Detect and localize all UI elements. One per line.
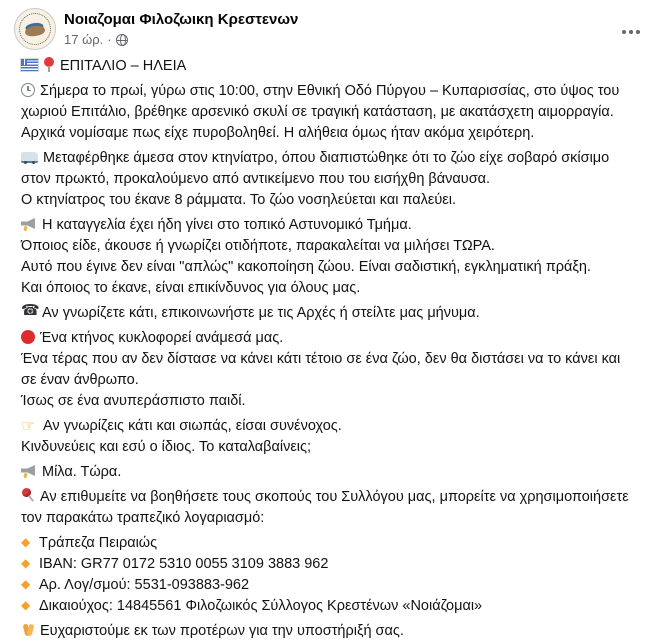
globe-icon [116,34,128,46]
post-text: τον παρακάτω τραπεζικό λογαριασμό: [21,510,265,526]
red-circle-icon [21,330,35,344]
clock-icon [21,83,35,97]
post-text-line [21,391,639,412]
page-name-link[interactable]: Νοιαζομαι Φιλοζωικη Κρεστενων [64,11,299,28]
post-text: Αν επιθυμείτε να βοηθήσετε τους σκοπούς του Συλλόγου μας, μπορείτε να χρησιμοποιήσετε [40,489,629,505]
post-text-line [21,215,639,236]
post-text-line [21,575,639,596]
post-text-line [21,102,639,123]
post-header [0,0,660,50]
post-meta [64,32,298,48]
post-text-line [21,437,639,458]
post-text: Ευχαριστούμε εκ των προτέρων για την υποστήριξή σας. [40,623,404,639]
post-text: Κινδυνεύεις και εσύ ο ίδιος. Το καταλαβαίνεις; [21,439,312,455]
pointing-hand-icon [21,418,38,433]
post-text-line [21,236,639,257]
post-text: Ένα κτήνος κυκλοφορεί ανάμεσά μας. [40,330,284,346]
post-text: Δικαιούχος: 14845561 Φιλοζωικός Σύλλογος Κρεστένων «Νοιάζομαι» [39,598,483,614]
post-text: Αν γνωρίζεις κάτι και σιωπάς, είσαι συνένοχος. [43,418,342,434]
diamond-icon [21,535,34,548]
post-text: Και όποιος το έκανε, είναι επικίνδυνος για όλους μας. [21,280,361,296]
post-text: Η καταγγελία έχει ήδη γίνει στο τοπικό Αστυνομικό Τμήμα. [42,217,412,233]
post-text-line [21,148,639,169]
post-paragraph [21,487,639,529]
post-text: Μεταφέρθηκε άμεσα στον κτηνίατρο, όπου διαπιστώθηκε ότι το ζώο είχε σοβαρό σκίσιμο [43,150,610,166]
post-text: Ένα τέρας που αν δεν δίστασε να κάνει κάτι τέτοιο σε ένα ζώο, δεν θα διστάσει να το κάνει και [21,351,621,367]
post-timestamp[interactable]: 17 ώρ. [64,32,104,47]
post-text: Όποιος είδε, άκουσε ή γνωρίζει οτιδήποτε, παρακαλείται να μιλήσει ΤΩΡΑ. [21,238,495,254]
post-text: IBAN: GR77 0172 5310 0055 3109 3883 962 [39,556,329,572]
post-text: Σήμερα το πρωί, γύρω στις 10:00, στην Εθνική Οδό Πύργου – Κυπαρισσίας, στο ύψος του [40,83,620,99]
meta-separator: · [107,32,112,47]
post-text-line [21,462,639,483]
telephone-icon [21,304,37,320]
post-text-line [21,554,639,575]
post-text: Αρ. Λογ/σμού: 5531-093883-962 [39,577,250,593]
post-text-line [21,596,639,617]
page-avatar[interactable] [14,8,56,50]
pushpin-icon [21,488,35,503]
post-text: στον πρωκτό, προκαλούμενο από αντικείμενο που του εισήχθη βάναυσα. [21,171,491,187]
post-text-line [21,370,639,391]
post-paragraph [21,148,639,211]
diamond-icon [21,556,34,569]
post-paragraph [21,56,639,77]
post-text: σε έναν άνθρωπο. [21,372,139,388]
post-text: Αν γνωρίζετε κάτι, επικοινωνήστε με τις Αρχές ή στείλτε μας μήνυμα. [42,305,480,321]
post-text-line [21,621,639,642]
post-text: χωριού Επιτάλιο, βρέθηκε αρσενικό σκυλί σε τραγική κατάσταση, με ακατάσχετη αιμορραγία. [21,104,614,120]
post-text-line [21,487,639,508]
post-text: Μίλα. Τώρα. [42,464,122,480]
post-paragraph [21,621,639,642]
post-paragraph [21,303,639,324]
diamond-icon [21,598,34,611]
post-text: Ίσως σε ένα ανυπεράσπιστο παιδί. [21,393,246,409]
post-paragraph [21,215,639,299]
post-text: Τράπεζα Πειραιώς [39,535,158,551]
post-text: Αυτό που έγινε δεν είναι "απλώς" κακοποίηση ζώου. Είναι σαδιστική, εγκληματική πράξη. [21,259,591,275]
post-text: Ο κτηνίατρος του έκανε 8 ράμματα. Το ζώο νοσηλεύεται και παλεύει. [21,192,457,208]
megaphone-icon [21,217,37,231]
praying-hands-icon [21,623,35,638]
post-text-line [21,533,639,554]
diamond-icon [21,577,34,590]
post-paragraph [21,533,639,617]
post-text: ΕΠΙΤΑΛΙΟ – ΗΛΕΙΑ [60,58,187,74]
post-text-line [21,81,639,102]
header-texts [64,8,298,48]
post-text-line [21,169,639,190]
post-text-line [21,303,639,324]
post-text-line [21,508,639,529]
megaphone-icon [21,464,37,478]
post-body [0,50,660,642]
post-text-line [21,190,639,211]
post-text-line [21,56,639,77]
post-text-line [21,257,639,278]
greek-flag-icon [21,59,38,71]
post-paragraph [21,328,639,412]
post-paragraph [21,462,639,483]
more-options-icon[interactable] [616,22,644,42]
post-paragraph [21,416,639,458]
post-text-line [21,278,639,299]
ambulance-icon [21,151,38,164]
post-text-line [21,123,639,144]
post-text-line [21,416,639,437]
post-text: Αρχικά νομίσαμε πως είχε πυροβοληθεί. Η αλήθεια όμως ήταν ακόμα χειρότερη. [21,125,535,141]
round-pushpin-icon [43,57,55,73]
post-paragraph [21,81,639,144]
post-text-line [21,349,639,370]
post-text-line [21,328,639,349]
